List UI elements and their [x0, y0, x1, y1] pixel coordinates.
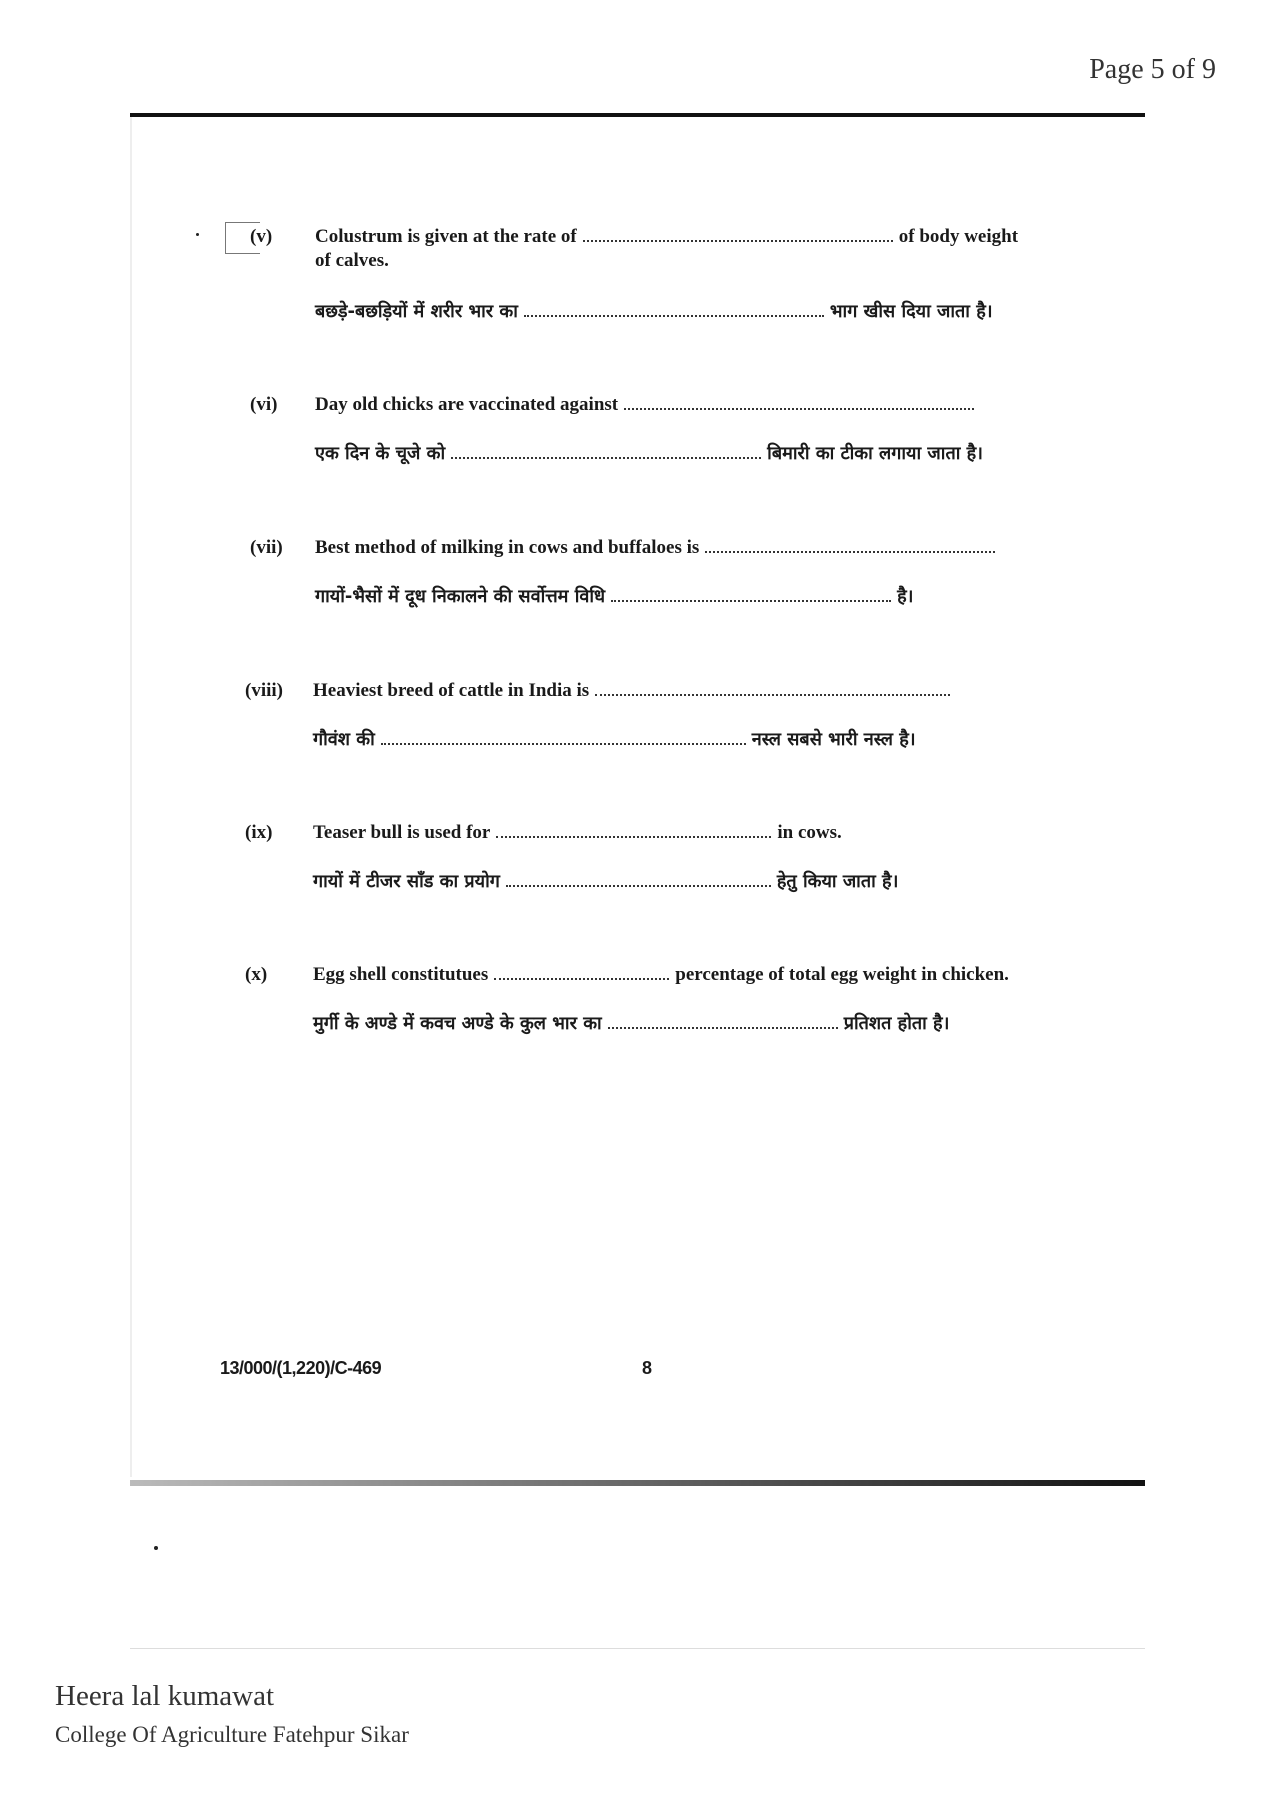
question-hindi [313, 1011, 949, 1035]
question-text-end: percentage of total egg weight in chicken. [675, 964, 1009, 985]
question-hindi-end: हेतु किया जाता है। [776, 871, 899, 892]
question-hindi [313, 727, 916, 751]
question-text: Day old chicks are vaccinated against [315, 394, 619, 415]
question-number: (vi) [250, 394, 278, 415]
question-hindi [315, 299, 993, 323]
question-text: Teaser bull is used for [313, 822, 491, 843]
question-english [313, 680, 1113, 702]
question-hindi-end: प्रतिशत होता है। [843, 1013, 950, 1034]
blank [506, 871, 771, 887]
blank [595, 680, 950, 696]
question-text: Egg shell constitutues [313, 964, 489, 985]
blank [624, 394, 974, 410]
bottom-rule [130, 1480, 1145, 1486]
paper-code: 13/000/(1,220)/C-469 [220, 1358, 382, 1378]
blank [494, 964, 669, 980]
blank [451, 443, 761, 459]
blank [611, 586, 891, 602]
author-name: Heera lal kumawat [55, 1680, 275, 1712]
question-hindi-text: गौवंश की [313, 729, 375, 750]
blank [496, 822, 771, 838]
scan-speck [196, 233, 199, 236]
blank [381, 729, 746, 745]
bleed-through [660, 1115, 664, 1135]
blank [583, 226, 893, 242]
question-hindi [315, 584, 914, 608]
question-text: Colustrum is given at the rate of [315, 226, 577, 247]
question-text: Heaviest breed of cattle in India is [313, 680, 590, 701]
question-hindi-end: है। [897, 586, 914, 607]
blank [524, 301, 824, 317]
question-hindi-text: गायों-भैसों में दूध निकालने की सर्वोत्तम विधि [315, 586, 606, 607]
question-hindi [313, 869, 898, 893]
question-english [315, 394, 1115, 416]
question-number: (ix) [245, 822, 273, 843]
author-college: College Of Agriculture Fatehpur Sikar [55, 1722, 409, 1747]
question-english [315, 537, 1115, 559]
question-hindi-text: मुर्गी के अण्डे में कवच अण्डे के कुल भार का [313, 1013, 602, 1034]
question-english [313, 822, 1113, 844]
top-rule [130, 113, 1145, 117]
question-hindi-text: गायों में टीजर सॉंड का प्रयोग [313, 871, 500, 892]
question-hindi-end: भाग खीस दिया जाता है। [829, 301, 993, 322]
question-number: (v) [250, 226, 273, 247]
question-number: (vii) [250, 537, 283, 558]
blank [608, 1013, 838, 1029]
question-number: (x) [245, 964, 268, 985]
bottom-faint-rule [130, 1648, 1145, 1649]
question-text-end: in cows. [777, 822, 842, 843]
question-text: Best method of milking in cows and buffaloes is [315, 537, 700, 558]
scan-page-number: 8 [642, 1358, 653, 1378]
question-text-end: of body weight [898, 226, 1019, 247]
question-hindi-text: एक दिन के चूजे को [315, 443, 446, 464]
page-number: Page 5 of 9 [1089, 54, 1216, 85]
question-hindi-end: नस्ल सबसे भारी नस्ल है। [751, 729, 916, 750]
blank [705, 537, 995, 553]
question-hindi-text: बछड़े-बछड़ियों में शरीर भार का [315, 301, 518, 322]
question-english [315, 226, 1115, 248]
question-hindi-end: बिमारी का टीका लगाया जाता है। [767, 443, 984, 464]
scan-speck [154, 1546, 158, 1550]
question-number: (viii) [245, 680, 283, 701]
question-hindi [315, 441, 983, 465]
question-english-line2: of calves. [315, 250, 389, 271]
question-english [313, 964, 1113, 986]
scan-edge [130, 117, 132, 1477]
